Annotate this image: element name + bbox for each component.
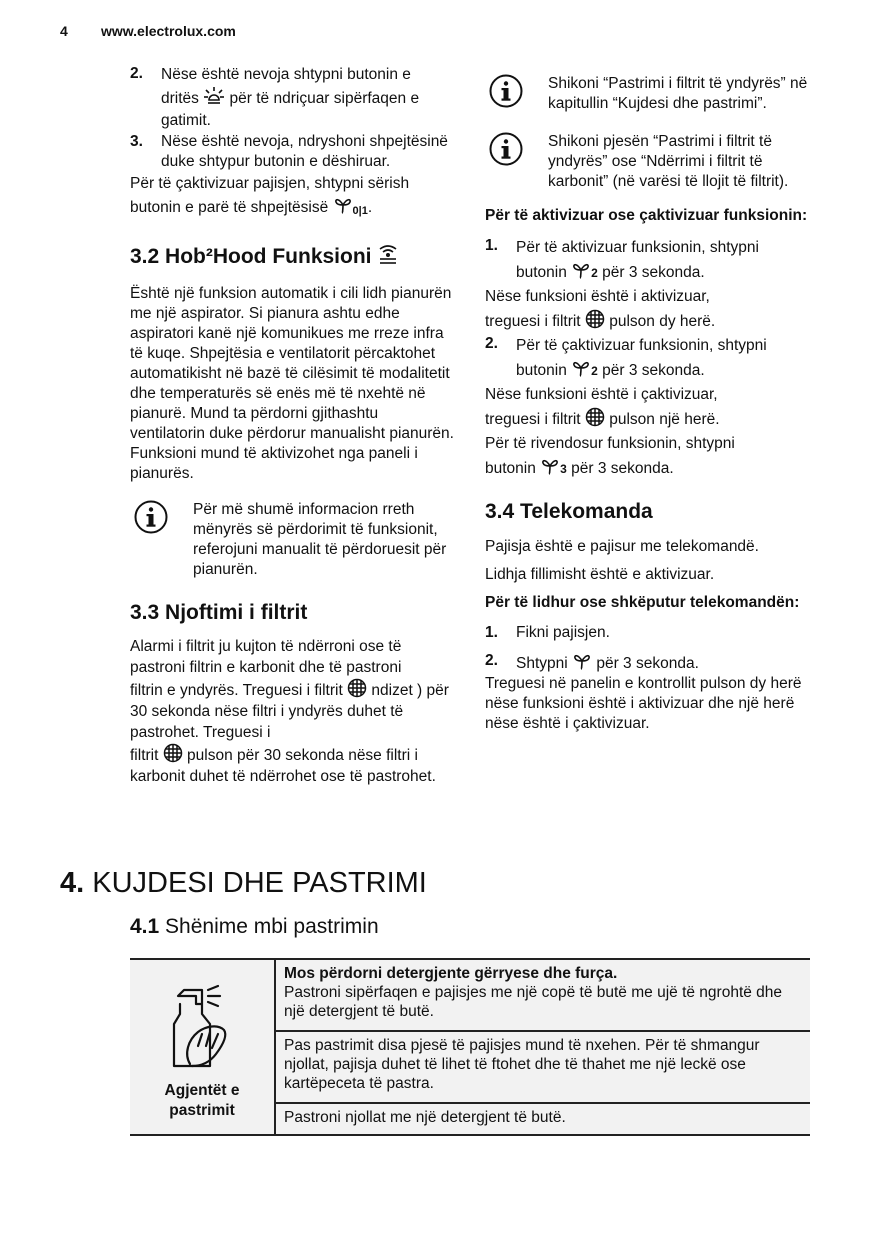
fan-speed-2-icon: 2 <box>571 264 598 281</box>
page-number: 4 <box>60 23 68 39</box>
table-cell: Pastroni njollat me një detergjent të butë. <box>275 1103 810 1135</box>
fan-icon <box>572 651 592 671</box>
connect-step-1: 1. Fikni pajisjen. <box>485 624 610 641</box>
filter-icon <box>163 743 183 763</box>
table-cell: Pas pastrimit disa pjesë të pajisjes mund të nxehen. Për të shmangur njollat, pajisja duhet të lihet të ftohet dhe të thahet me një leckë ose kartëpeceta të pastra. <box>275 1031 810 1103</box>
step-2: 2. Nëse është nevoja shtypni butonin e dritës për të ndriçuar sipërfaqen e gatimit. <box>130 65 420 129</box>
section-3-2-body: Është një funksion automatik i cili lidh pianurën me një aspirator. Si pianura ashtu edhe aspiratori kanë një komunikues me rreze infra të kuqe. Shpejtësia e ventilatorit përcaktohet automatikisht në bazë të cilësimit të modalitetit dhe temperaturës së enës më të nxehtë në pianurë. Mund ta përdorni gjithashtu ventilatorin duke përdorur manualisht pianurën. Funksioni mund të aktivizohet nga paneli i pianurës. <box>130 285 454 482</box>
left-column: 2. Nëse është nevoja shtypni butonin e dritës për të ndriçuar sipërfaqen e gatimit. 3. Nëse është nevoja, ndryshoni shpejtësinë duke shtypur butonin e dëshiruar. Për të çaktivizuar pajisjen, shtypni sërish butonin e parë të shpejtësisë 0|1. 3.2 Hob²Hood Funksioni Është një funksion automatik i cili lidh pianurën me një aspirator. Si pianura ashtu edhe aspiratori kanë një komunikues me rreze infra të kuqe. Shpejtësia e ventilatorit përcaktohet automatikisht në bazë të cilësimit të modalitetit dhe temperaturës së enës më të nxehtë në pianurë. Mund ta përdorni gjithashtu ventilatorin duke përdorur manualisht pianurën. Funksioni mund të aktivizohet nga paneli i pianurës. Për më shumë informacion rreth mënyrës së përdorimit të funksionit, referojuni manualit të përdoruesit për pianurën. 3.3 Njoftimi i filtrit Alarmi i filtrit ju kujton të ndërroni ose të pastroni filtrin e karbonit dhe të pastroni filtrin e yndyrës. Treguesi i filtrit ndizet ) për 30 sekonda nëse filtri i yndyrës duhet të pastrohet. Treguesi i filtrit pulson për 30 sekonda nëse filtri i karbonit duhet të ndërrohet ose të pastrohet. <box>130 65 454 785</box>
right-column: Shikoni “Pastrimi i filtrit të yndyrës” në kapitullin “Kujdesi dhe pastrimi”. Shikoni pjesën “Pastrimi i filtrit të yndyrës” ose “Ndërrimi i filtrit të karbonit” (në varësi të llojit të filtrit). Për të aktivizuar ose çaktivizuar funksionin: 1. Për të aktivizuar funksionin, shtypni butonin 2 për 3 sekonda. Nëse funksioni është i aktivizuar, treguesi i filtrit pulson dy herë. 2. Për të çaktivizuar funksionin, shtypni butonin 2 për 3 sekonda. Nëse funksioni është i çaktivizuar, treguesi i filtrit pulson një herë. Për të rivendosur funksionin, shtypni butonin 3 për 3 sekonda. 3.4 Telekomanda Pajisja është e pajisur me telekomandë. Lidhja fillimisht është e aktivizuar. Për të lidhur ose shkëputur telekomandën: 1. Fikni pajisjen. 2. Shtypni për 3 sekonda. Treguesi në panelin e kontrollit pulson dy herë nëse funksioni është i aktivizuar dhe një herë nëse është i çaktivizuar. <box>485 74 815 734</box>
connect-step-2: 2. Shtypni për 3 sekonda. <box>485 652 699 672</box>
connect-heading: Për të lidhur ose shkëputur telekomandën: <box>485 594 800 611</box>
cleaning-agents-cell: Agjentët e pastrimit <box>130 959 275 1135</box>
step-number: 3. <box>130 133 143 150</box>
filter-icon <box>585 407 605 427</box>
fan-speed-2-icon: 2 <box>571 362 598 379</box>
step-number: 2. <box>130 65 143 82</box>
section-3-2-heading: 3.2 Hob²Hood Funksioni <box>130 243 455 270</box>
activate-step-1: 1. Për të aktivizuar funksionin, shtypni butonin 2 për 3 sekonda. <box>485 237 759 281</box>
cleaning-table <box>130 958 810 1136</box>
info-note: Për më shumë informacion rreth mënyrës së përdorimit të funksionit, referojuni manualit të përdoruesit për pianurën. <box>130 500 455 580</box>
light-icon <box>203 86 225 106</box>
header-url[interactable]: www.electrolux.com <box>101 23 236 39</box>
table-cell: Mos përdorni detergjente gërryese dhe furça. Pastroni sipërfaqen e pajisjes me një copë të butë me ujë të ngrohtë dhe një detergjent të butë. <box>275 959 810 1031</box>
section-4-1-heading: 4.1 Shënime mbi pastrimin <box>130 915 379 938</box>
info-note: Shikoni “Pastrimi i filtrit të yndyrës” në kapitullin “Kujdesi dhe pastrimi”. <box>485 74 815 114</box>
activate-step-2: 2. Për të çaktivizuar funksionin, shtypni butonin 2 për 3 sekonda. <box>485 335 767 379</box>
info-icon <box>134 500 168 534</box>
section-3-3-heading: 3.3 Njoftimi i filtrit <box>130 601 308 624</box>
cleaning-spray-icon <box>162 984 242 1070</box>
info-icon <box>489 74 523 108</box>
step-3: 3. Nëse është nevoja, ndryshoni shpejtësinë duke shtypur butonin e dëshiruar. <box>130 133 448 170</box>
section-3-3-body: Alarmi i filtrit ju kujton të ndërroni ose të pastroni filtrin e karbonit dhe të pastroni filtrin e yndyrës. Treguesi i filtrit ndizet ) për 30 sekonda nëse filtri i yndyrës duhet të pastrohet. Treguesi i filtrit pulson për 30 sekonda nëse filtri i karbonit duhet të ndërrohet ose të pastrohet. <box>130 638 449 785</box>
info-icon <box>489 132 523 166</box>
info-note: Shikoni pjesën “Pastrimi i filtrit të yndyrës” ose “Ndërrimi i filtrit të karbonit” (në varësi të llojit të filtrit). <box>485 132 815 192</box>
table-row <box>130 959 810 1031</box>
fan-speed-3-icon: 3 <box>540 460 567 477</box>
section-3-4-heading: 3.4 Telekomanda <box>485 500 653 523</box>
chapter-4-heading: 4. KUJDESI DHE PASTRIMI <box>60 867 427 899</box>
fan-speed-1-icon: 0|1 <box>333 195 368 223</box>
hob2hood-icon <box>377 243 399 265</box>
filter-icon <box>347 678 367 698</box>
filter-icon <box>585 309 605 329</box>
activate-heading: Për të aktivizuar ose çaktivizuar funksionin: <box>485 207 808 224</box>
